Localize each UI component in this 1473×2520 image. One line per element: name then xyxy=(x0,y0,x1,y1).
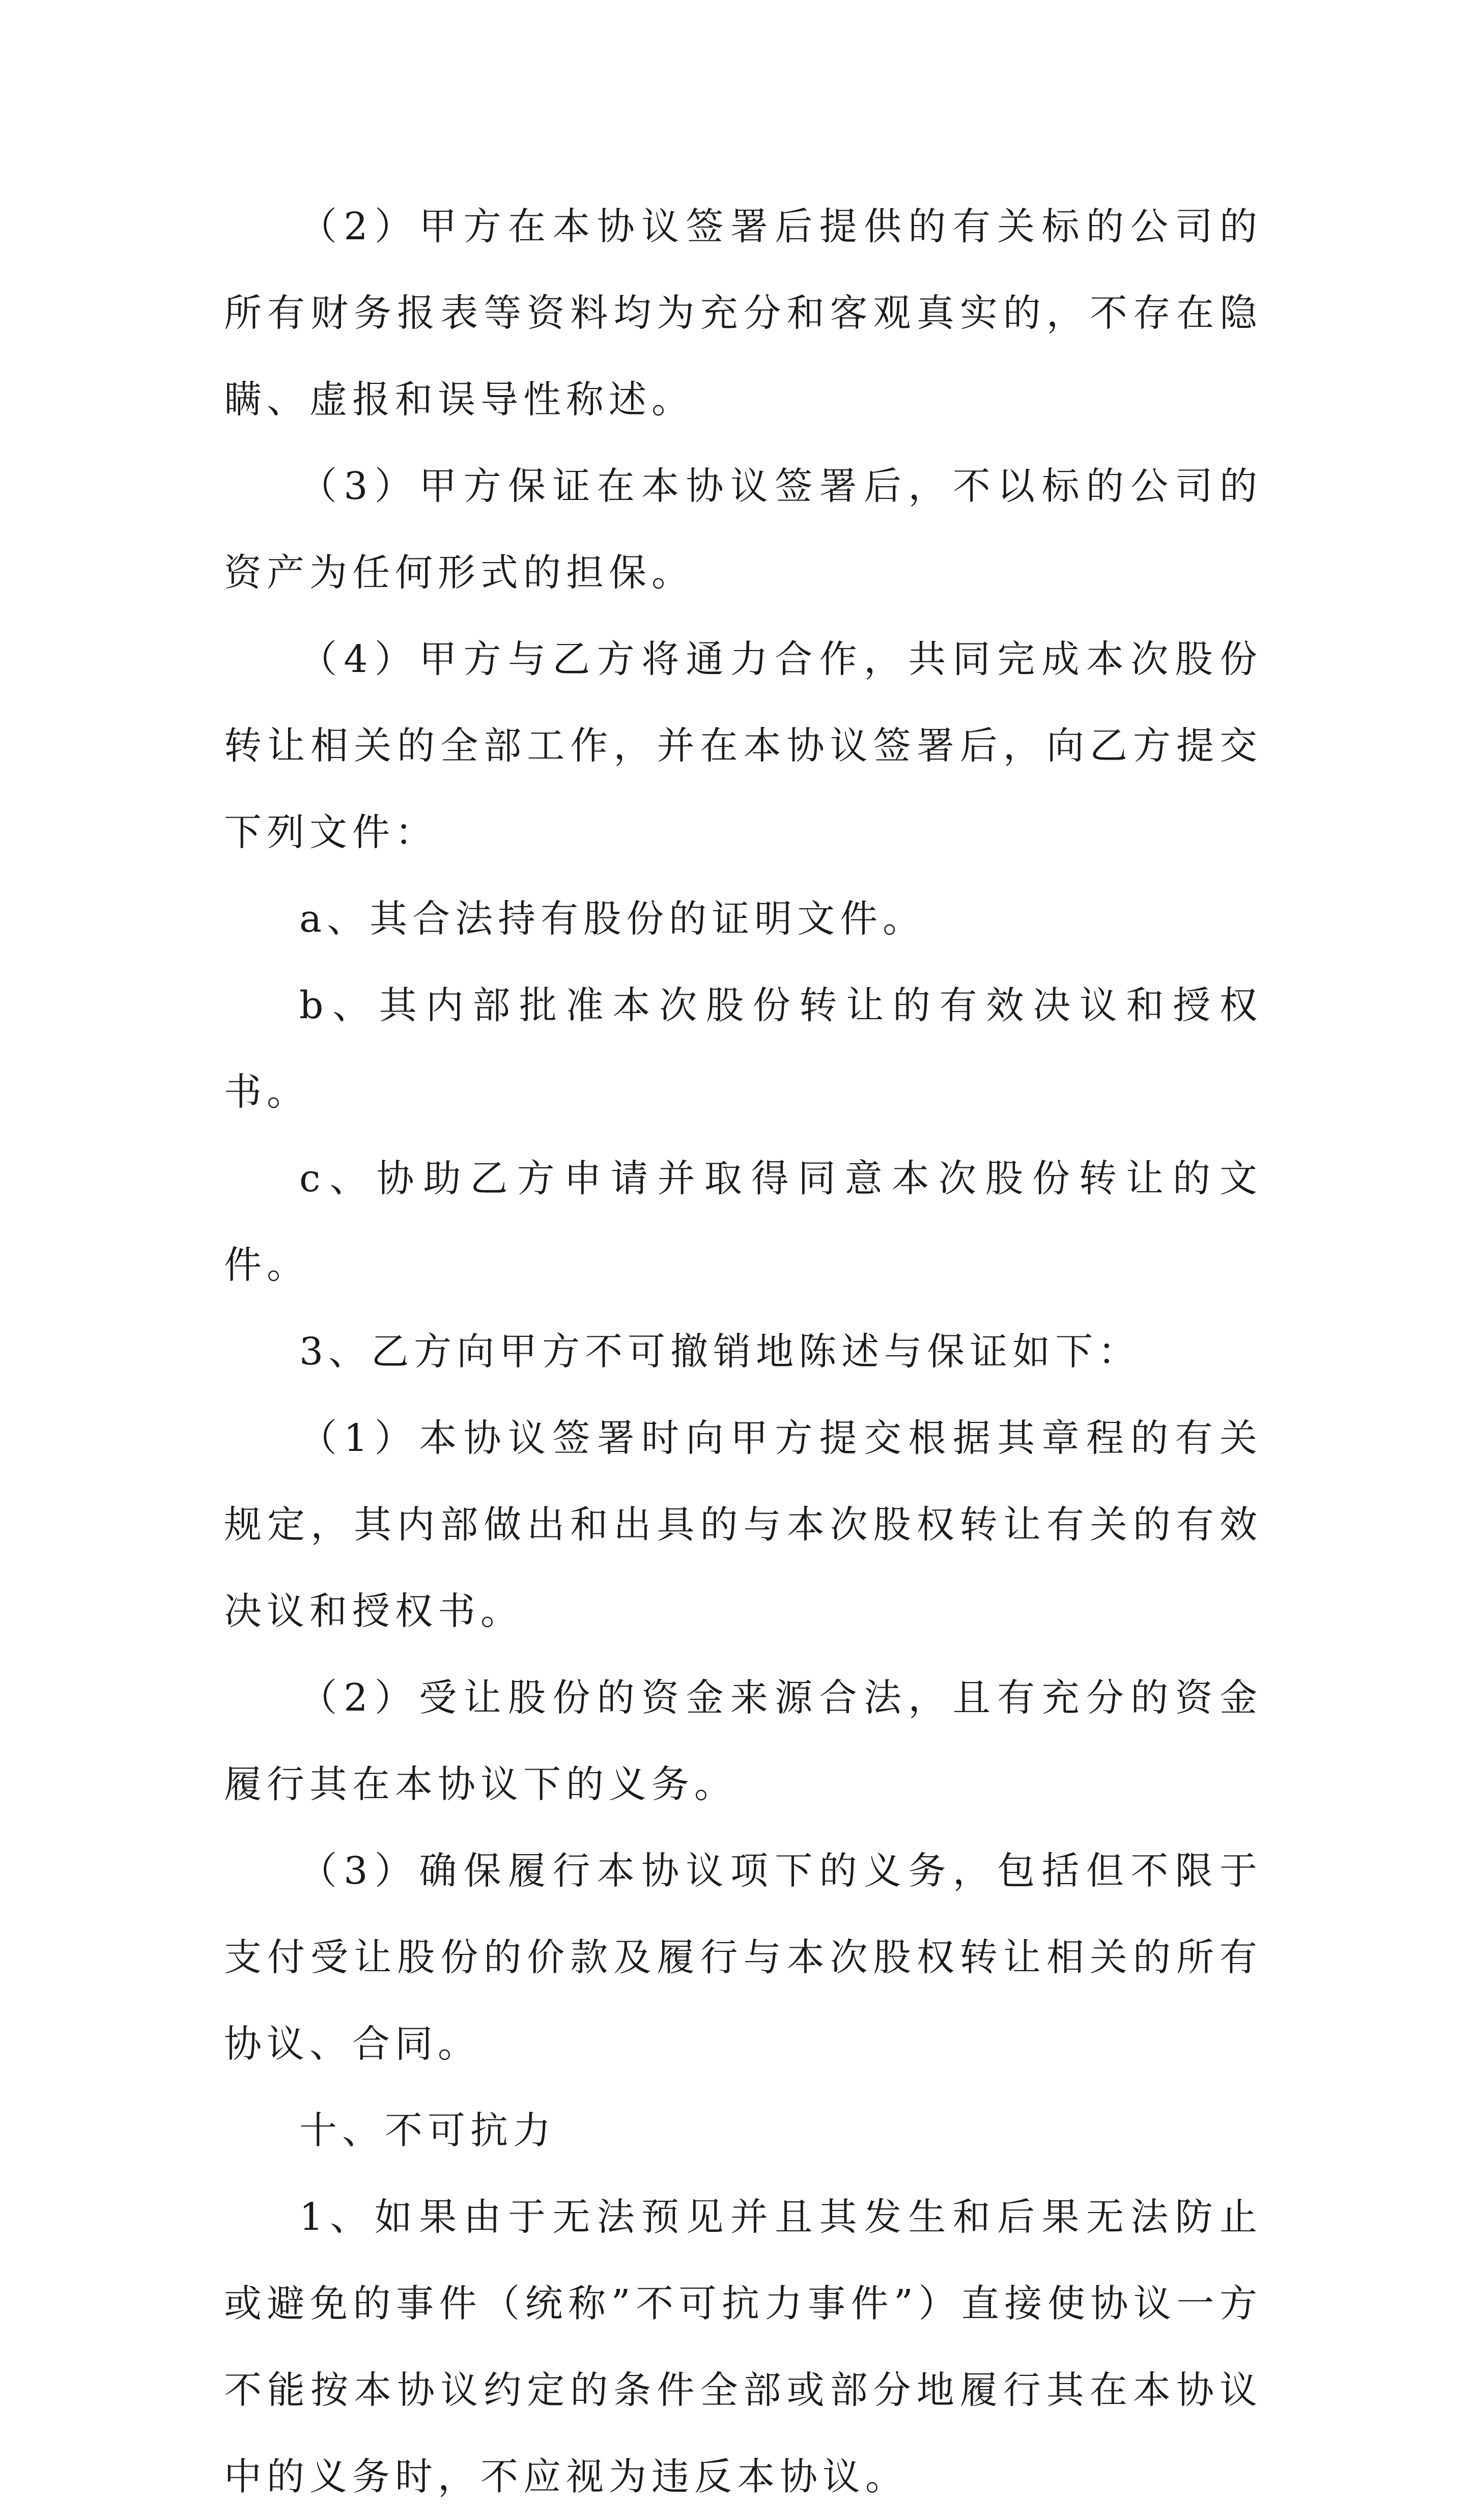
paragraph-buyer-funds: （2）受让股份的资金来源合法，且有充分的资金履行其在本协议下的义务。 xyxy=(224,1676,1262,1806)
paragraph-force-majeure-definition: 1、如果由于无法预见并且其发生和后果无法防止或避免的事件（统称”不可抗力事件”）直接使协议一方不能按本协议约定的条件全部或部分地履行其在本协议中的义务时，不应视为违反本协议。 xyxy=(224,2195,1262,2499)
paragraph-seller-financial-statements: （2）甲方在本协议签署后提供的有关标的公司的所有财务报表等资料均为充分和客观真实的，不存在隐瞒、虚报和误导性称述。 xyxy=(224,205,1262,422)
clause-buyer-representations: 3、乙方向甲方不可撤销地陈述与保证如下： xyxy=(299,1330,1141,1374)
paragraph-buyer-obligations: （3）确保履行本协议项下的义务，包括但不限于支付受让股份的价款及履行与本次股权转让相关的所有协议、合同。 xyxy=(224,1849,1262,2066)
paragraph-buyer-resolutions: （1）本协议签署时向甲方提交根据其章程的有关规定，其内部做出和出具的与本次股权转让有关的有效决议和授权书。 xyxy=(224,1416,1262,1633)
paragraph-cooperation-documents: （4）甲方与乙方将通力合作，共同完成本次股份转让相关的全部工作，并在本协议签署后，向乙方提交下列文件： xyxy=(224,637,1262,854)
list-item-share-proof: a、其合法持有股份的证明文件。 xyxy=(299,897,926,941)
document-body xyxy=(224,183,1262,2520)
paragraph-seller-no-guarantee: （3）甲方保证在本协议签署后，不以标的公司的资产为任何形式的担保。 xyxy=(224,464,1262,595)
section-heading-force-majeure: 十、不可抗力 xyxy=(299,2109,556,2152)
list-item-internal-approval: b、其内部批准本次股份转让的有效决议和授权书。 xyxy=(224,984,1262,1114)
list-item-assist-application: c、协助乙方申请并取得同意本次股份转让的文件。 xyxy=(224,1157,1262,1287)
